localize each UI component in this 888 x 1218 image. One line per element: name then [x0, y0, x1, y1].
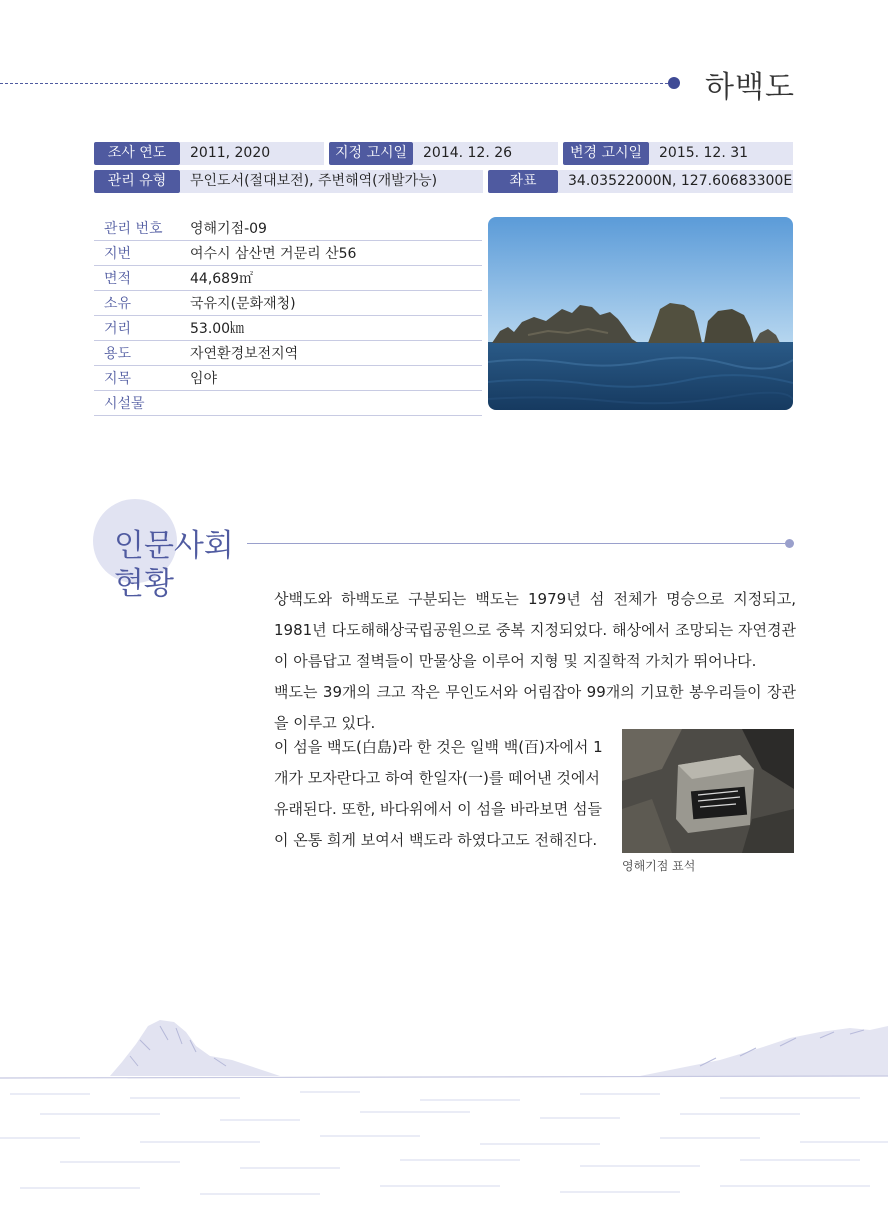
mgmt-type-value: 무인도서(절대보전), 주변해역(개발가능) [180, 170, 483, 193]
island-photo [488, 217, 793, 410]
detail-row-owner [94, 290, 482, 316]
detail-row-land-category [94, 365, 482, 391]
detail-value: 53.00㎞ [190, 321, 245, 337]
detail-value: 여수시 삼산면 거문리 산56 [190, 246, 357, 262]
detail-row-distance [94, 315, 482, 341]
paragraph-2: 백도는 39개의 크고 작은 무인도서와 어림잡아 99개의 기묘한 봉우리들이 장관을 이루고 있다. [274, 683, 796, 732]
marker-stone-caption: 영해기점 표석 [622, 859, 696, 873]
detail-value: 자연환경보전지역 [190, 346, 299, 362]
header-dot [668, 77, 680, 89]
detail-value: 국유지(문화재청) [190, 296, 296, 312]
page-title: 하백도 [705, 70, 795, 105]
detail-label: 지목 [104, 371, 132, 387]
section-title-line1: 인문사회 [114, 528, 234, 564]
survey-year-label: 조사 연도 [94, 142, 180, 165]
header-dashed-line [0, 83, 668, 84]
coord-value: 34.03522000N, 127.60683300E [558, 170, 793, 193]
designation-date-label: 지정 고시일 [329, 142, 413, 165]
detail-row-facility [94, 390, 482, 416]
detail-label: 거리 [104, 321, 132, 337]
section-title-line2: 현황 [114, 566, 174, 602]
detail-row-lot [94, 240, 482, 266]
decorative-sea-sketch [0, 1010, 888, 1214]
coord-label: 좌표 [488, 170, 558, 193]
section-title [114, 527, 234, 603]
detail-value: 임야 [190, 371, 218, 387]
detail-label: 관리 번호 [104, 221, 163, 237]
body-text-wide [274, 584, 796, 739]
mgmt-type-label: 관리 유형 [94, 170, 180, 193]
change-date-label: 변경 고시일 [563, 142, 649, 165]
paragraph-1: 상백도와 하백도로 구분되는 백도는 1979년 섬 전체가 명승으로 지정되고, 1981년 다도해해상국립공원으로 중복 지정되었다. 해상에서 조망되는 자연경관이 아름답고 절벽들이 만물상을 이루어 지형 및 지질학적 가치가 뛰어나다. [274, 590, 796, 670]
detail-label: 시설물 [104, 396, 145, 412]
survey-year-value: 2011, 2020 [180, 142, 324, 165]
section-divider-dot [785, 539, 794, 548]
detail-row-usage [94, 340, 482, 366]
marker-stone-photo [622, 729, 794, 853]
designation-date-value: 2014. 12. 26 [413, 142, 558, 165]
detail-value: 영해기점-09 [190, 221, 267, 237]
section-divider [247, 543, 785, 544]
detail-label: 면적 [104, 271, 132, 287]
detail-value: 44,689㎡ [190, 271, 253, 287]
detail-label: 지번 [104, 246, 132, 262]
change-date-value: 2015. 12. 31 [649, 142, 793, 165]
detail-label: 용도 [104, 346, 132, 362]
paragraph-3: 이 섬을 백도(白島)라 한 것은 일백 백(百)자에서 1개가 모자란다고 하여 한일자(一)를 떼어낸 것에서 유래된다. 또한, 바다위에서 이 섬을 바라보면 섬들이 온통 희게 보여서 백도라 하였다고도 전해진다. [274, 738, 603, 849]
detail-label: 소유 [104, 296, 132, 312]
detail-row-area [94, 265, 482, 291]
detail-row-mgmt-no [94, 215, 482, 241]
